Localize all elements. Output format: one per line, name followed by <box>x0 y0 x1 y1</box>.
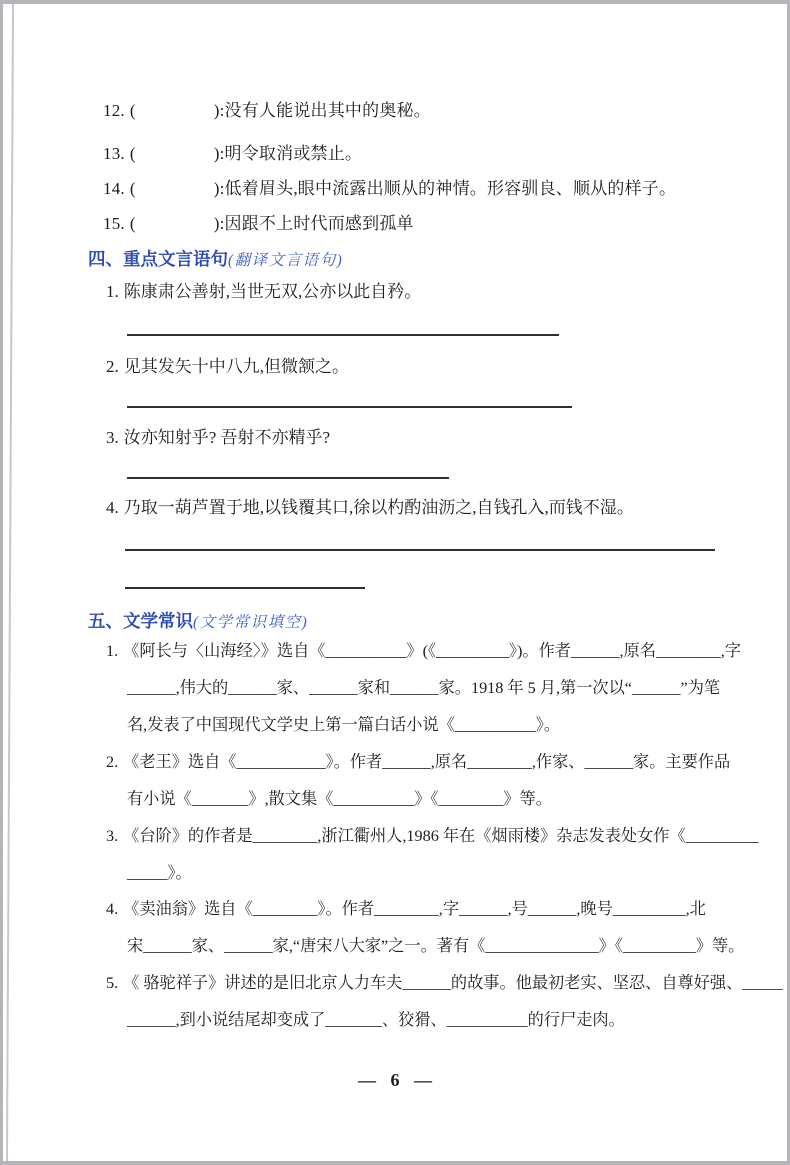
fill-text: ______,到小说结尾却变成了_______、狡猾、__________的行尸走肉。 <box>127 1011 625 1029</box>
close-paren-colon: ): <box>213 101 225 120</box>
sentence-text: 见其发矢十中八九,但微颔之。 <box>123 357 349 376</box>
definition-text: 没有人能说出其中的奥秘。 <box>224 101 431 120</box>
sentence-text: 汝亦知射乎? 吾射不亦精乎? <box>123 428 331 447</box>
definition-text: 低着眉头,眼中流露出顺从的神情。形容驯良、顺从的样子。 <box>224 179 677 198</box>
fill-text: 《台阶》的作者是________,浙江衢州人,1986 年在《烟雨楼》杂志发表处女作《_________ <box>123 827 759 845</box>
definition-text: 明令取消或禁止。 <box>224 144 363 163</box>
open-paren: ( <box>129 101 136 120</box>
close-paren-colon: ): <box>213 179 225 198</box>
close-paren-colon: ): <box>213 144 225 163</box>
fill-text: 《阿长与〈山海经〉》选自《__________》(《_________》)。作者______,原名________,字 <box>123 642 741 660</box>
fill-text: 《老王》选自《___________》。作者______,原名________,作家、______家。主要作品 <box>123 753 731 771</box>
definition-item-12 <box>103 101 431 121</box>
fill-item-2 <box>106 744 730 818</box>
item-number: 1. <box>106 642 119 660</box>
fill-line <box>127 855 759 892</box>
fill-text: 《卖油翁》选自《________》。作者________,字______,号______,晚号_________,北 <box>123 900 706 918</box>
fill-line <box>127 1002 783 1039</box>
fill-text: _____》。 <box>127 864 192 882</box>
answer-line <box>127 477 449 479</box>
item-number: 4. <box>106 900 119 918</box>
fill-line <box>127 670 741 707</box>
section-subtitle: (文学常识填空) <box>193 614 309 631</box>
section-title: 四、重点文言语句 <box>88 249 228 269</box>
close-paren-colon: ): <box>213 214 225 233</box>
fill-text: 《 骆驼祥子》讲述的是旧北京人力车夫______的故事。他最初老实、坚忍、自尊好强、_____ <box>123 974 783 992</box>
item-number: 2. <box>106 357 119 376</box>
section-title: 五、文学常识 <box>88 611 193 631</box>
fill-text: 宋______家、______家,“唐宋八大家”之一。著有《______________》《_________》等。 <box>127 937 745 955</box>
fill-line <box>106 818 759 855</box>
item-number: 12. <box>103 101 125 120</box>
fill-item-3 <box>106 818 759 892</box>
open-paren: ( <box>129 144 136 163</box>
open-paren: ( <box>129 214 136 233</box>
translation-item-4 <box>106 498 634 518</box>
translation-item-2 <box>106 357 349 377</box>
definition-text: 因跟不上时代而感到孤单 <box>224 214 414 233</box>
section-4-heading <box>88 246 343 271</box>
item-number: 5. <box>106 974 119 992</box>
translation-item-3 <box>106 428 330 448</box>
page-number: — 6 — <box>358 1070 432 1090</box>
fill-line <box>106 965 783 1002</box>
answer-line <box>125 587 365 589</box>
section-subtitle: (翻译文言语句) <box>228 252 344 269</box>
fill-item-4 <box>106 891 744 965</box>
item-number: 1. <box>106 282 119 301</box>
definition-item-15 <box>103 214 414 234</box>
translation-item-1 <box>106 282 421 302</box>
answer-line <box>125 549 715 551</box>
item-number: 13. <box>103 144 125 163</box>
fill-line <box>106 633 741 670</box>
item-number: 3. <box>106 428 119 447</box>
page-scan-edge <box>6 4 14 1161</box>
sentence-text: 陈康肃公善射,当世无双,公亦以此自矜。 <box>123 282 422 301</box>
item-number: 15. <box>103 214 125 233</box>
fill-line <box>127 707 741 744</box>
fill-line <box>127 928 744 965</box>
item-number: 14. <box>103 179 125 198</box>
open-paren: ( <box>129 179 136 198</box>
fill-line <box>106 891 744 928</box>
definition-item-13 <box>103 144 362 164</box>
answer-line <box>127 406 572 408</box>
item-number: 2. <box>106 753 119 771</box>
item-number: 4. <box>106 498 119 517</box>
fill-text: ______,伟大的______家、______家和______家。1918 年 5 月,第一次以“______”为笔 <box>127 679 721 697</box>
section-5-heading <box>88 608 308 633</box>
fill-text: 名,发表了中国现代文学史上第一篇白话小说《__________》。 <box>127 716 561 734</box>
fill-text: 有小说《_______》,散文集《__________》《________》等。 <box>127 790 552 808</box>
fill-item-1 <box>106 633 741 744</box>
fill-item-5 <box>106 965 783 1039</box>
fill-line <box>127 781 730 818</box>
item-number: 3. <box>106 827 119 845</box>
definition-item-14 <box>103 179 676 199</box>
answer-line <box>127 334 559 336</box>
sentence-text: 乃取一葫芦置于地,以钱覆其口,徐以杓酌油沥之,自钱孔入,而钱不湿。 <box>123 498 634 517</box>
fill-line <box>106 744 730 781</box>
